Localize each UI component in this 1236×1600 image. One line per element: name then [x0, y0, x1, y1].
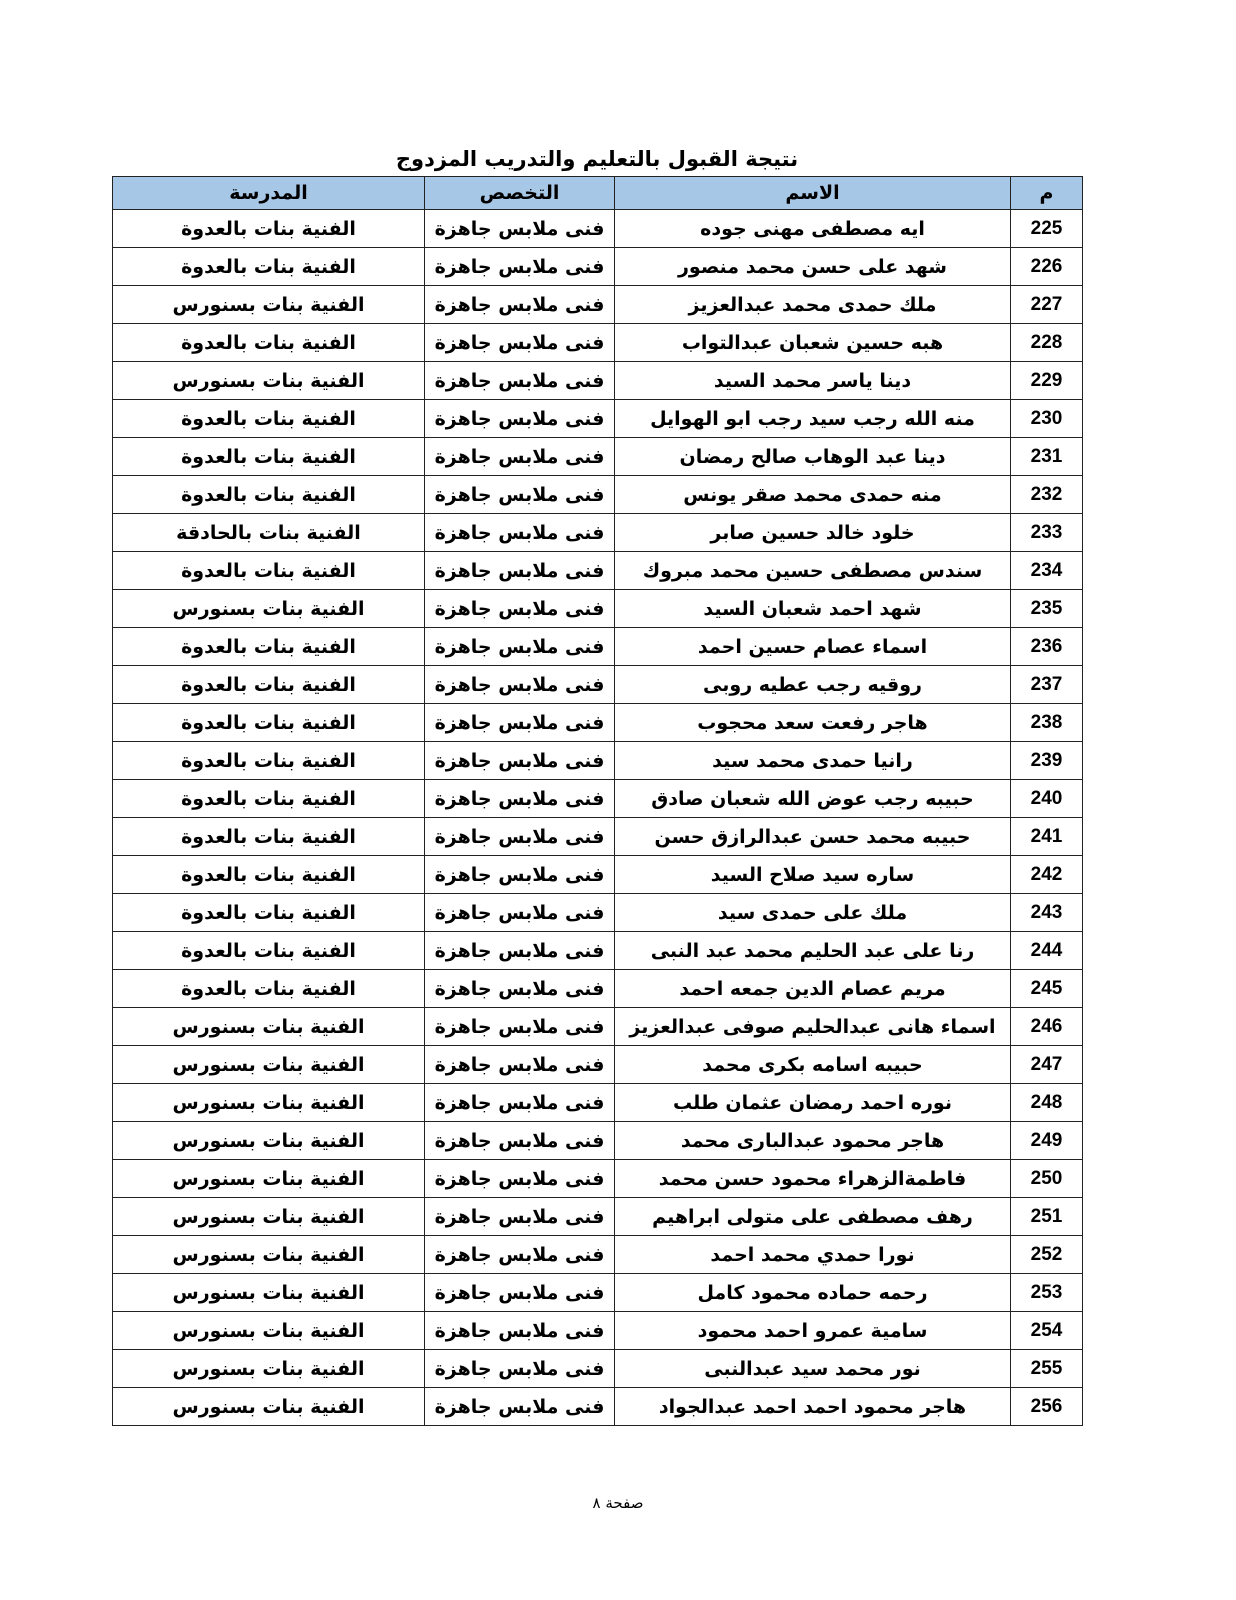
table-row	[113, 514, 1083, 552]
row-number: 234	[1011, 552, 1083, 590]
table-row	[113, 1312, 1083, 1350]
table-row	[113, 628, 1083, 666]
row-number: 248	[1011, 1084, 1083, 1122]
school-name: الفنية بنات بالعدوة	[113, 856, 425, 894]
specialty: فنى ملابس جاهزة	[425, 476, 615, 514]
row-number: 246	[1011, 1008, 1083, 1046]
row-number: 254	[1011, 1312, 1083, 1350]
table-row	[113, 856, 1083, 894]
row-number: 233	[1011, 514, 1083, 552]
row-number: 247	[1011, 1046, 1083, 1084]
table-body	[113, 210, 1083, 1426]
student-name: رانيا حمدى محمد سيد	[615, 742, 1011, 780]
student-name: اسماء عصام حسين احمد	[615, 628, 1011, 666]
school-name: الفنية بنات بسنورس	[113, 1350, 425, 1388]
row-number: 230	[1011, 400, 1083, 438]
school-name: الفنية بنات بسنورس	[113, 1122, 425, 1160]
row-number: 250	[1011, 1160, 1083, 1198]
student-name: دينا ياسر محمد السيد	[615, 362, 1011, 400]
student-name: نوره احمد رمضان عثمان طلب	[615, 1084, 1011, 1122]
table-row	[113, 1198, 1083, 1236]
specialty: فنى ملابس جاهزة	[425, 1084, 615, 1122]
table-row	[113, 248, 1083, 286]
student-name: منه الله رجب سيد رجب ابو الهوايل	[615, 400, 1011, 438]
student-name: رهف مصطفى على متولى ابراهيم	[615, 1198, 1011, 1236]
school-name: الفنية بنات بسنورس	[113, 1312, 425, 1350]
specialty: فنى ملابس جاهزة	[425, 438, 615, 476]
school-name: الفنية بنات بسنورس	[113, 1046, 425, 1084]
row-number: 231	[1011, 438, 1083, 476]
student-name: اسماء هانى عبدالحليم صوفى عبدالعزيز	[615, 1008, 1011, 1046]
specialty: فنى ملابس جاهزة	[425, 1008, 615, 1046]
school-name: الفنية بنات بسنورس	[113, 1008, 425, 1046]
row-number: 256	[1011, 1388, 1083, 1426]
school-name: الفنية بنات بالعدوة	[113, 932, 425, 970]
specialty: فنى ملابس جاهزة	[425, 552, 615, 590]
student-name: رحمه حماده محمود كامل	[615, 1274, 1011, 1312]
student-name: شهد على حسن محمد منصور	[615, 248, 1011, 286]
student-name: رنا على عبد الحليم محمد عبد النبى	[615, 932, 1011, 970]
specialty: فنى ملابس جاهزة	[425, 1388, 615, 1426]
specialty: فنى ملابس جاهزة	[425, 628, 615, 666]
row-number: 236	[1011, 628, 1083, 666]
school-name: الفنية بنات بالعدوة	[113, 628, 425, 666]
row-number: 225	[1011, 210, 1083, 248]
row-number: 227	[1011, 286, 1083, 324]
student-name: دينا عبد الوهاب صالح رمضان	[615, 438, 1011, 476]
column-header-specialty: التخصص	[425, 177, 615, 210]
table-row	[113, 780, 1083, 818]
specialty: فنى ملابس جاهزة	[425, 818, 615, 856]
table-row	[113, 1008, 1083, 1046]
row-number: 226	[1011, 248, 1083, 286]
specialty: فنى ملابس جاهزة	[425, 1046, 615, 1084]
table-row	[113, 894, 1083, 932]
school-name: الفنية بنات بالعدوة	[113, 970, 425, 1008]
student-name: روقيه رجب عطيه روبى	[615, 666, 1011, 704]
school-name: الفنية بنات بالعدوة	[113, 324, 425, 362]
specialty: فنى ملابس جاهزة	[425, 666, 615, 704]
table-header-row	[113, 177, 1083, 210]
table-row	[113, 932, 1083, 970]
specialty: فنى ملابس جاهزة	[425, 590, 615, 628]
student-name: سامية عمرو احمد محمود	[615, 1312, 1011, 1350]
school-name: الفنية بنات بالعدوة	[113, 248, 425, 286]
row-number: 240	[1011, 780, 1083, 818]
specialty: فنى ملابس جاهزة	[425, 400, 615, 438]
specialty: فنى ملابس جاهزة	[425, 1274, 615, 1312]
school-name: الفنية بنات بالعدوة	[113, 742, 425, 780]
student-name: حبيبه محمد حسن عبدالرازق حسن	[615, 818, 1011, 856]
school-name: الفنية بنات بالحادقة	[113, 514, 425, 552]
table-row	[113, 666, 1083, 704]
student-name: شهد احمد شعبان السيد	[615, 590, 1011, 628]
table-row	[113, 1236, 1083, 1274]
page-title: نتيجة القبول بالتعليم والتدريب المزدوج	[395, 147, 799, 171]
column-header-name: الاسم	[615, 177, 1011, 210]
school-name: الفنية بنات بالعدوة	[113, 552, 425, 590]
row-number: 243	[1011, 894, 1083, 932]
student-name: هاجر رفعت سعد محجوب	[615, 704, 1011, 742]
row-number: 239	[1011, 742, 1083, 780]
specialty: فنى ملابس جاهزة	[425, 932, 615, 970]
school-name: الفنية بنات بالعدوة	[113, 818, 425, 856]
specialty: فنى ملابس جاهزة	[425, 514, 615, 552]
table-row	[113, 286, 1083, 324]
student-name: خلود خالد حسين صابر	[615, 514, 1011, 552]
school-name: الفنية بنات بالعدوة	[113, 780, 425, 818]
specialty: فنى ملابس جاهزة	[425, 210, 615, 248]
student-name: ملك على حمدى سيد	[615, 894, 1011, 932]
table-row	[113, 818, 1083, 856]
table-row	[113, 742, 1083, 780]
school-name: الفنية بنات بسنورس	[113, 590, 425, 628]
specialty: فنى ملابس جاهزة	[425, 362, 615, 400]
table-row	[113, 552, 1083, 590]
school-name: الفنية بنات بسنورس	[113, 286, 425, 324]
student-name: حبيبه رجب عوض الله شعبان صادق	[615, 780, 1011, 818]
specialty: فنى ملابس جاهزة	[425, 1122, 615, 1160]
results-table	[112, 176, 1083, 1426]
row-number: 253	[1011, 1274, 1083, 1312]
school-name: الفنية بنات بسنورس	[113, 1160, 425, 1198]
table-row	[113, 210, 1083, 248]
school-name: الفنية بنات بالعدوة	[113, 400, 425, 438]
table-row	[113, 704, 1083, 742]
specialty: فنى ملابس جاهزة	[425, 1236, 615, 1274]
specialty: فنى ملابس جاهزة	[425, 286, 615, 324]
row-number: 238	[1011, 704, 1083, 742]
row-number: 232	[1011, 476, 1083, 514]
student-name: نورا حمدي محمد احمد	[615, 1236, 1011, 1274]
row-number: 249	[1011, 1122, 1083, 1160]
student-name: سندس مصطفى حسين محمد مبروك	[615, 552, 1011, 590]
table-row	[113, 476, 1083, 514]
specialty: فنى ملابس جاهزة	[425, 970, 615, 1008]
student-name: فاطمةالزهراء محمود حسن محمد	[615, 1160, 1011, 1198]
specialty: فنى ملابس جاهزة	[425, 742, 615, 780]
specialty: فنى ملابس جاهزة	[425, 1198, 615, 1236]
student-name: حبيبه اسامه بكرى محمد	[615, 1046, 1011, 1084]
school-name: الفنية بنات بسنورس	[113, 362, 425, 400]
row-number: 228	[1011, 324, 1083, 362]
table-row	[113, 362, 1083, 400]
table-row	[113, 590, 1083, 628]
specialty: فنى ملابس جاهزة	[425, 1312, 615, 1350]
table-row	[113, 1274, 1083, 1312]
student-name: هاجر محمود عبدالبارى محمد	[615, 1122, 1011, 1160]
specialty: فنى ملابس جاهزة	[425, 780, 615, 818]
row-number: 229	[1011, 362, 1083, 400]
column-header-school: المدرسة	[113, 177, 425, 210]
school-name: الفنية بنات بالعدوة	[113, 704, 425, 742]
table-row	[113, 324, 1083, 362]
specialty: فنى ملابس جاهزة	[425, 704, 615, 742]
student-name: مريم عصام الدين جمعه احمد	[615, 970, 1011, 1008]
table-row	[113, 1084, 1083, 1122]
specialty: فنى ملابس جاهزة	[425, 1160, 615, 1198]
table-row	[113, 1160, 1083, 1198]
specialty: فنى ملابس جاهزة	[425, 248, 615, 286]
row-number: 252	[1011, 1236, 1083, 1274]
student-name: ساره سيد صلاح السيد	[615, 856, 1011, 894]
table-row	[113, 1350, 1083, 1388]
school-name: الفنية بنات بسنورس	[113, 1274, 425, 1312]
specialty: فنى ملابس جاهزة	[425, 894, 615, 932]
table-row	[113, 1046, 1083, 1084]
student-name: هبه حسين شعبان عبدالتواب	[615, 324, 1011, 362]
row-number: 237	[1011, 666, 1083, 704]
row-number: 251	[1011, 1198, 1083, 1236]
specialty: فنى ملابس جاهزة	[425, 856, 615, 894]
table-row	[113, 438, 1083, 476]
school-name: الفنية بنات بسنورس	[113, 1198, 425, 1236]
row-number: 242	[1011, 856, 1083, 894]
row-number: 245	[1011, 970, 1083, 1008]
table-row	[113, 970, 1083, 1008]
student-name: منه حمدى محمد صقر يونس	[615, 476, 1011, 514]
school-name: الفنية بنات بالعدوة	[113, 476, 425, 514]
student-name: هاجر محمود احمد احمد عبدالجواد	[615, 1388, 1011, 1426]
school-name: الفنية بنات بالعدوة	[113, 666, 425, 704]
row-number: 244	[1011, 932, 1083, 970]
row-number: 255	[1011, 1350, 1083, 1388]
column-header-number: م	[1011, 177, 1083, 210]
row-number: 241	[1011, 818, 1083, 856]
student-name: ملك حمدى محمد عبدالعزيز	[615, 286, 1011, 324]
school-name: الفنية بنات بسنورس	[113, 1388, 425, 1426]
table-row	[113, 1122, 1083, 1160]
page-number: صفحة ٨	[592, 1494, 644, 1512]
student-name: ايه مصطفى مهنى جوده	[615, 210, 1011, 248]
school-name: الفنية بنات بسنورس	[113, 1236, 425, 1274]
school-name: الفنية بنات بالعدوة	[113, 894, 425, 932]
specialty: فنى ملابس جاهزة	[425, 324, 615, 362]
school-name: الفنية بنات بالعدوة	[113, 438, 425, 476]
row-number: 235	[1011, 590, 1083, 628]
school-name: الفنية بنات بسنورس	[113, 1084, 425, 1122]
student-name: نور محمد سيد عبدالنبى	[615, 1350, 1011, 1388]
table-row	[113, 1388, 1083, 1426]
school-name: الفنية بنات بالعدوة	[113, 210, 425, 248]
specialty: فنى ملابس جاهزة	[425, 1350, 615, 1388]
table-row	[113, 400, 1083, 438]
